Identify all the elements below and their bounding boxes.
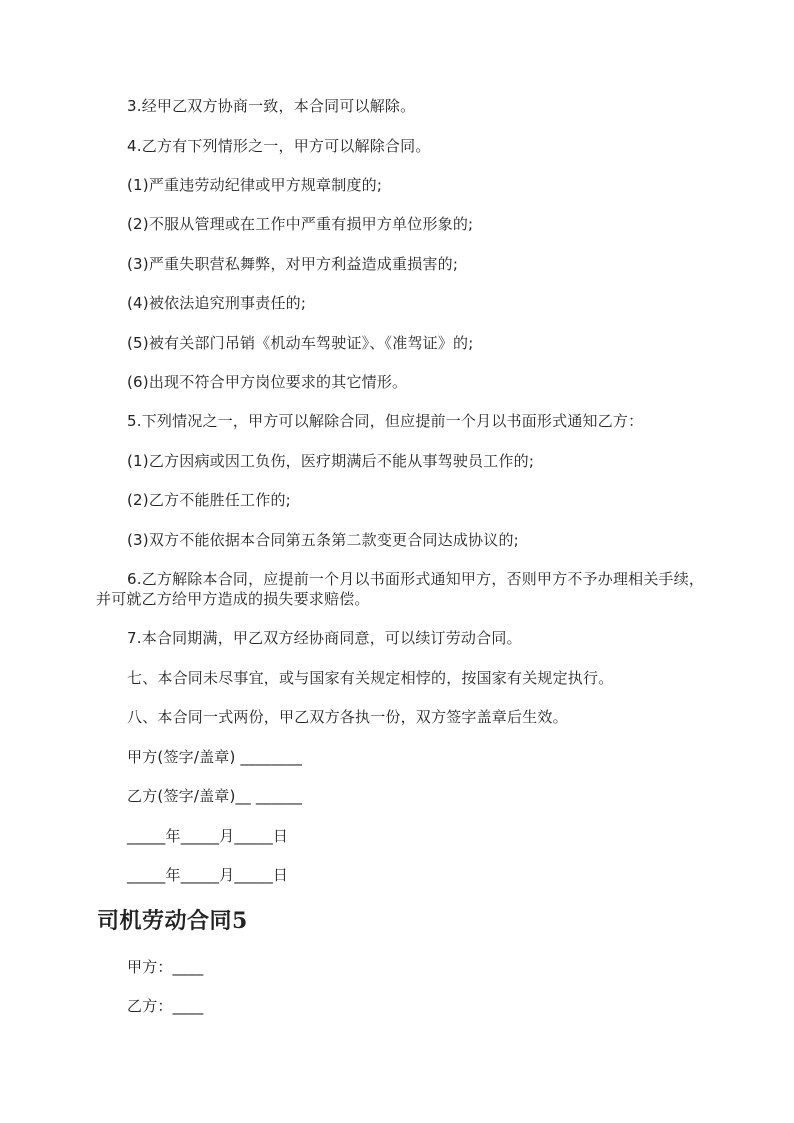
section-title: 司机劳动合同5 — [97, 908, 248, 934]
signature-date-2: _____年_____月_____日 — [127, 866, 289, 884]
clause-6: 6.乙方解除本合同，应提前一个月以书面形式通知甲方，否则甲方不予办理相关手续，并可就乙方给甲方造成的损失要求赔偿。 — [96, 570, 705, 608]
clause-5-item-2: (2)乙方不能胜任工作的; — [127, 491, 291, 509]
clause-7: 7.本合同期满，甲乙双方经协商同意，可以续订劳动合同。 — [127, 629, 522, 647]
party-a-line: 甲方：____ — [127, 958, 204, 976]
clause-4-item-3: (3)严重失职营私舞弊，对甲方利益造成重损害的; — [127, 255, 459, 273]
party-b-signature: 乙方(签字/盖章)__ ______ — [127, 787, 303, 805]
article-7: 七、本合同未尽事宜，或与国家有关规定相悖的，按国家有关规定执行。 — [127, 669, 614, 687]
clause-4-item-1: (1)严重违劳动纪律或甲方规章制度的; — [127, 176, 383, 194]
party-b-line: 乙方：____ — [127, 997, 204, 1015]
clause-4-item-5: (5)被有关部门吊销《机动车驾驶证》、《准驾证》的; — [127, 334, 474, 352]
clause-4-item-4: (4)被依法追究刑事责任的; — [127, 294, 307, 312]
clause-3: 3.经甲乙双方协商一致，本合同可以解除。 — [127, 97, 416, 115]
clause-5: 5.下列情况之一，甲方可以解除合同，但应提前一个月以书面形式通知乙方： — [127, 412, 644, 430]
clause-4-item-6: (6)出现不符合甲方岗位要求的其它情形。 — [127, 373, 408, 391]
clause-5-item-3: (3)双方不能依据本合同第五条第二款变更合同达成协议的; — [127, 531, 519, 549]
clause-4: 4.乙方有下列情形之一，甲方可以解除合同。 — [127, 137, 431, 155]
clause-5-item-1: (1)乙方因病或因工负伤，医疗期满后不能从事驾驶员工作的; — [127, 452, 535, 470]
party-a-signature: 甲方(签字/盖章) ________ — [127, 748, 303, 766]
signature-date-1: _____年_____月_____日 — [127, 827, 289, 845]
clause-4-item-2: (2)不服从管理或在工作中严重有损甲方单位形象的; — [127, 215, 474, 233]
article-8: 八、本合同一式两份，甲乙双方各执一份，双方签字盖章后生效。 — [127, 708, 568, 726]
